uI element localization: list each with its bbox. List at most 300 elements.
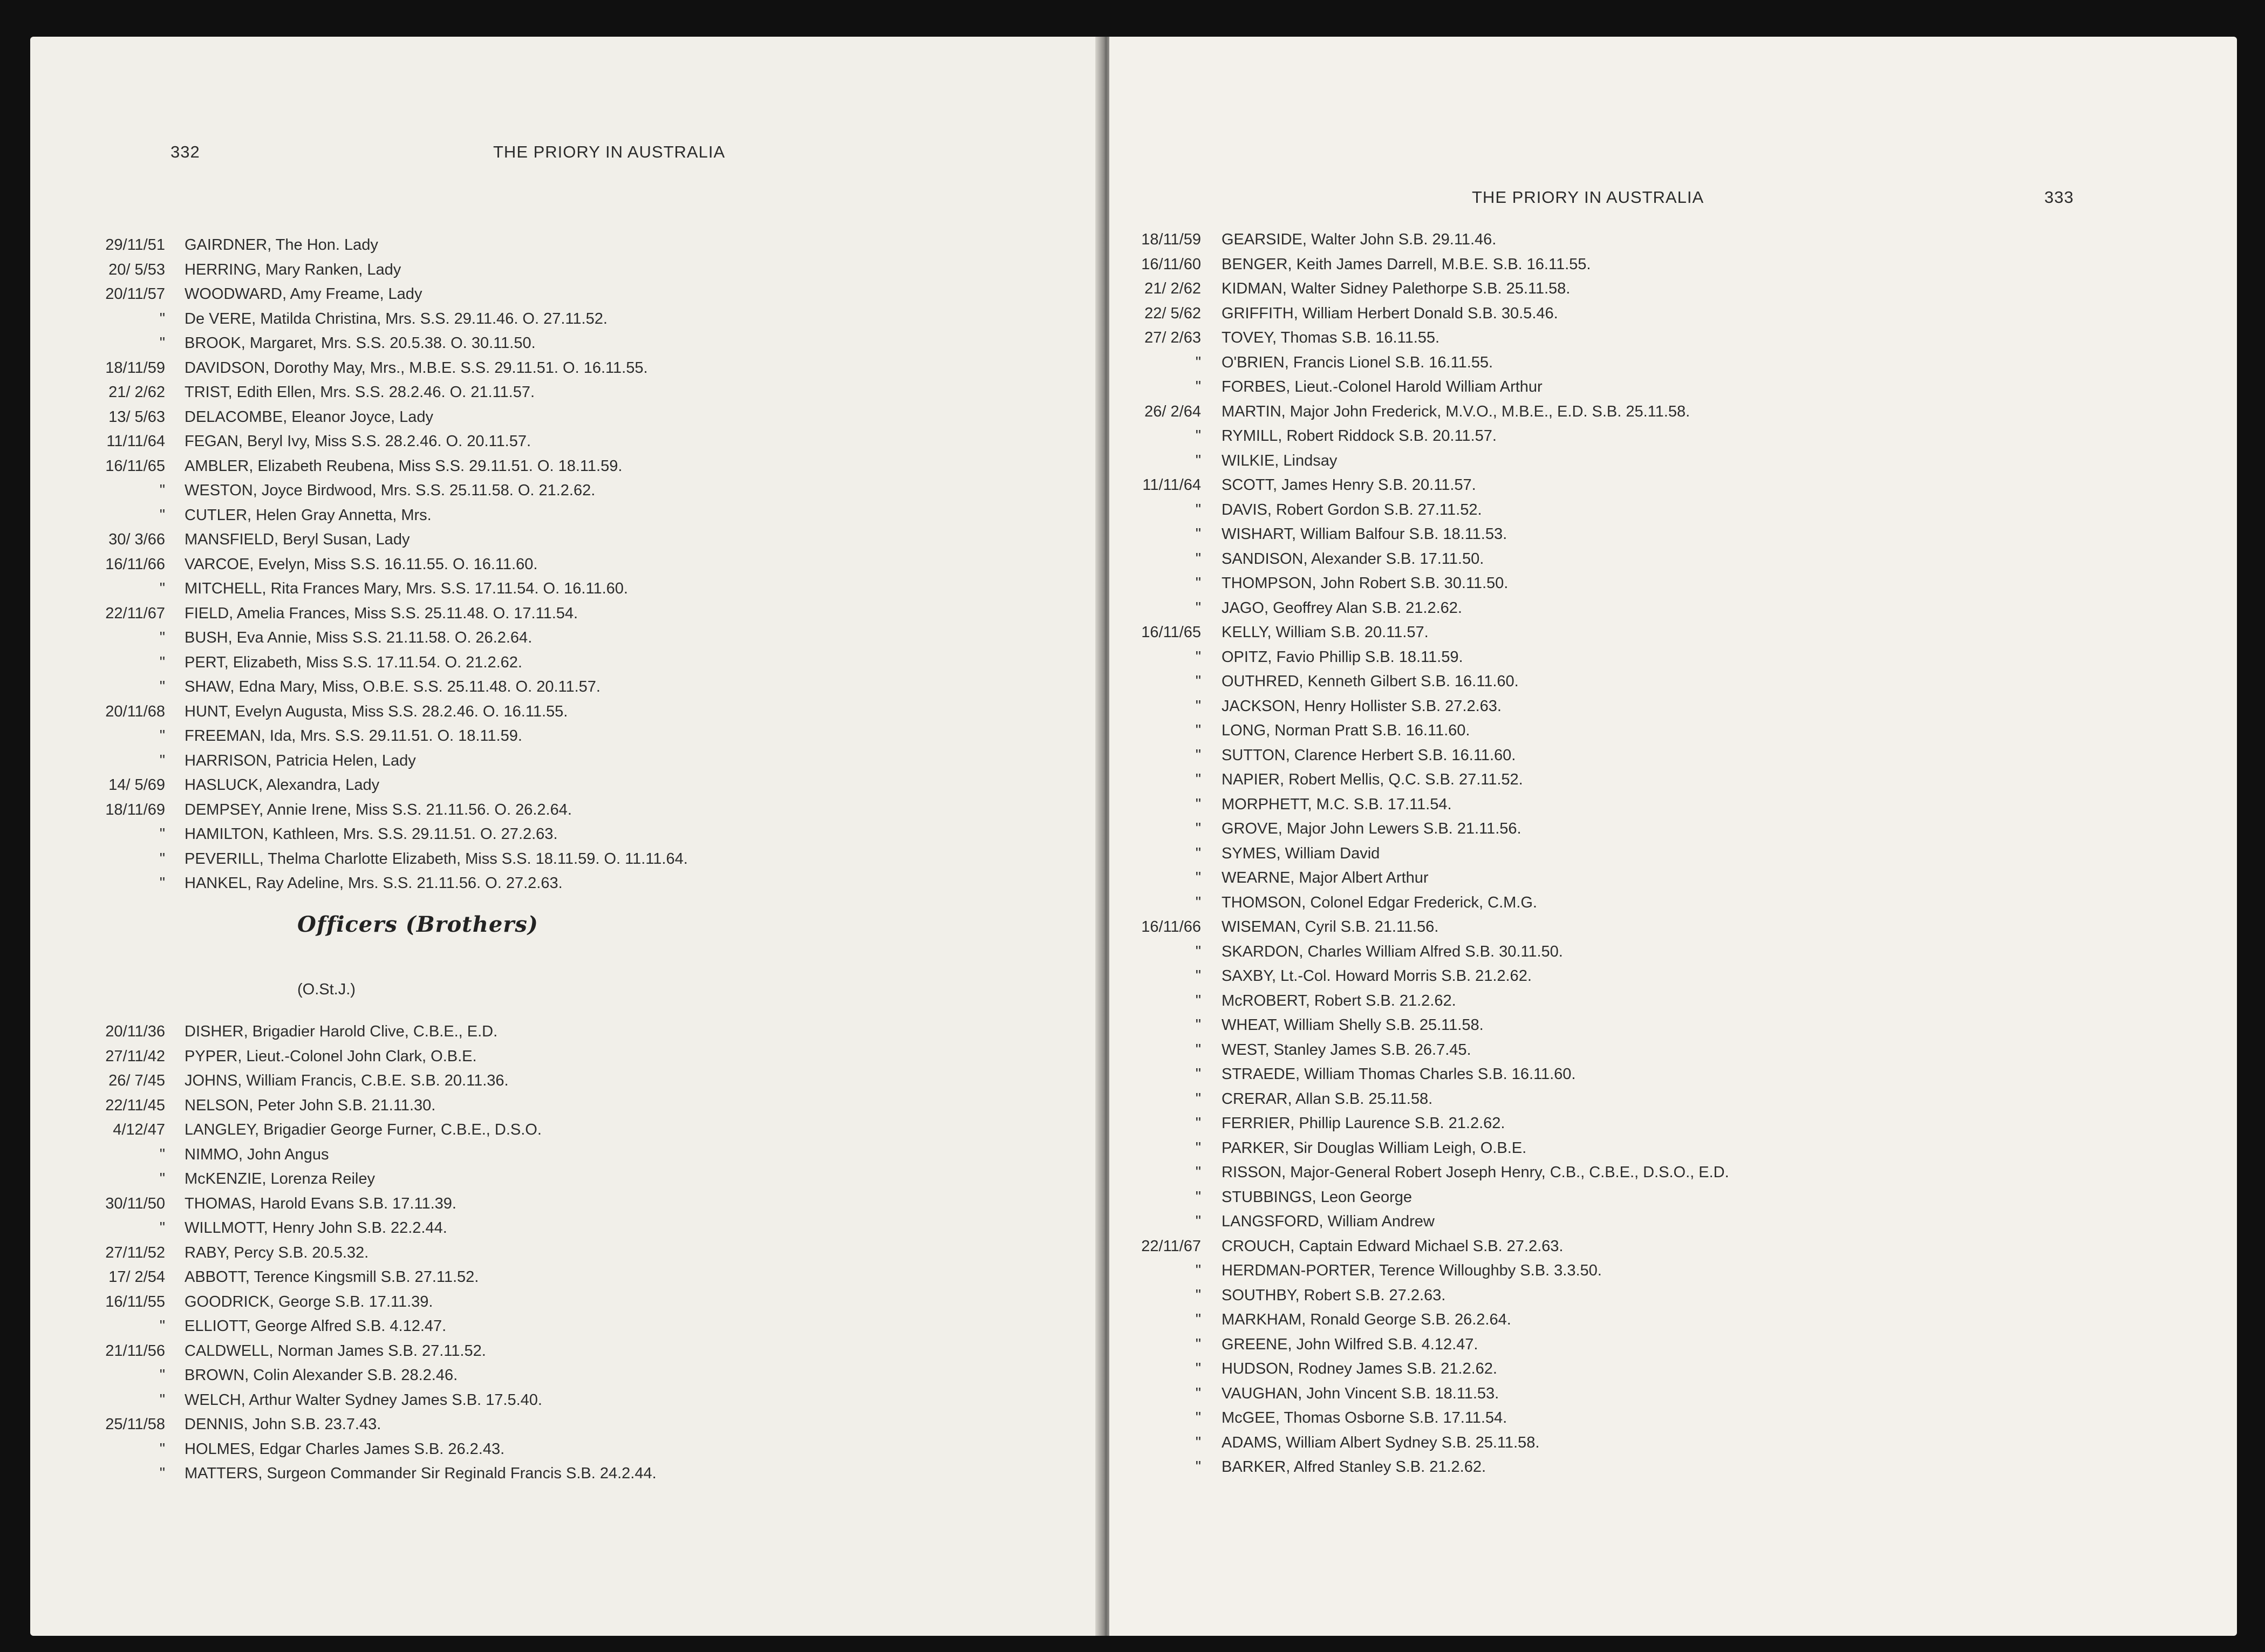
entry-name: FREEMAN, Ida, Mrs. S.S. 29.11.51. O. 18.11.59. xyxy=(185,727,522,745)
entry-date: " xyxy=(1195,771,1201,788)
entry-date: " xyxy=(1195,1115,1201,1132)
entry-name: DISHER, Brigadier Harold Clive, C.B.E., E.D. xyxy=(185,1023,498,1040)
entry-name: HERRING, Mary Ranken, Lady xyxy=(185,261,401,278)
list-item xyxy=(1120,228,1729,252)
entry-date: " xyxy=(1195,722,1201,739)
entry-name: GOODRICK, George S.B. 17.11.39. xyxy=(185,1293,433,1310)
list-item xyxy=(1120,891,1729,916)
entry-name: MANSFIELD, Beryl Susan, Lady xyxy=(185,531,410,548)
entry-date: " xyxy=(1195,943,1201,960)
entry-name: HASLUCK, Alexandra, Lady xyxy=(185,776,380,794)
entry-date: " xyxy=(159,629,165,646)
list-item xyxy=(1120,645,1729,670)
section-heading: Officers (Brothers) xyxy=(297,912,538,937)
list-item xyxy=(63,528,688,552)
entry-name: ABBOTT, Terence Kingsmill S.B. 27.11.52. xyxy=(185,1268,479,1286)
entry-name: LONG, Norman Pratt S.B. 16.11.60. xyxy=(1222,722,1470,739)
entry-name: WISHART, William Balfour S.B. 18.11.53. xyxy=(1222,525,1507,543)
list-item xyxy=(1120,1038,1729,1063)
list-item xyxy=(1120,498,1729,523)
entry-date: " xyxy=(159,825,165,843)
list-item xyxy=(63,749,688,774)
entry-date: " xyxy=(1195,1335,1201,1353)
entry-name: BENGER, Keith James Darrell, M.B.E. S.B. 16.11.55. xyxy=(1222,255,1591,273)
page-number: 332 xyxy=(170,142,200,161)
entry-name: WEST, Stanley James S.B. 26.7.45. xyxy=(1222,1041,1471,1059)
list-item xyxy=(63,577,688,602)
list-item xyxy=(63,822,688,847)
entry-date: " xyxy=(159,1391,165,1409)
list-item xyxy=(63,1045,657,1069)
list-item xyxy=(1120,1087,1729,1112)
entry-name: CRERAR, Allan S.B. 25.11.58. xyxy=(1222,1090,1433,1108)
entry-name: STUBBINGS, Leon George xyxy=(1222,1188,1412,1206)
list-item xyxy=(63,798,688,823)
entry-name: SYMES, William David xyxy=(1222,844,1380,862)
entry-name: SCOTT, James Henry S.B. 20.11.57. xyxy=(1222,476,1476,494)
entry-name: FIELD, Amelia Frances, Miss S.S. 25.11.48. O. 17.11.54. xyxy=(185,604,578,622)
list-item xyxy=(63,356,688,381)
entry-date: 16/11/65 xyxy=(105,457,165,475)
entry-name: WILKIE, Lindsay xyxy=(1222,452,1338,469)
list-item xyxy=(63,454,688,479)
entry-name: HARRISON, Patricia Helen, Lady xyxy=(185,752,416,769)
list-item xyxy=(63,307,688,332)
list-item xyxy=(1120,866,1729,891)
entry-date: " xyxy=(159,1367,165,1384)
entry-date: " xyxy=(1195,648,1201,666)
list-item xyxy=(63,651,688,675)
entry-name: TRIST, Edith Ellen, Mrs. S.S. 28.2.46. O. 21.11.57. xyxy=(185,384,535,401)
entry-date: " xyxy=(1195,697,1201,715)
entry-name: THOMPSON, John Robert S.B. 30.11.50. xyxy=(1222,575,1509,592)
entry-name: BROWN, Colin Alexander S.B. 28.2.46. xyxy=(185,1367,458,1384)
list-item xyxy=(63,1094,657,1118)
entry-name: SOUTHBY, Robert S.B. 27.2.63. xyxy=(1222,1286,1446,1304)
entry-date: 4/12/47 xyxy=(113,1121,165,1138)
list-item xyxy=(1120,1111,1729,1136)
entry-date: " xyxy=(159,310,165,327)
list-item xyxy=(63,429,688,454)
entry-name: PERT, Elizabeth, Miss S.S. 17.11.54. O. 21.2.62. xyxy=(185,653,522,671)
entry-name: SANDISON, Alexander S.B. 17.11.50. xyxy=(1222,550,1484,568)
list-item xyxy=(1120,1406,1729,1431)
entry-date: 27/11/52 xyxy=(105,1244,165,1261)
entry-date: " xyxy=(159,1465,165,1482)
entry-date: 29/11/51 xyxy=(105,236,165,254)
entry-name: LANGLEY, Brigadier George Furner, C.B.E., D.S.O. xyxy=(185,1121,542,1138)
entry-date: " xyxy=(159,850,165,868)
entry-date: " xyxy=(1195,746,1201,764)
list-item xyxy=(1120,571,1729,596)
entry-name: GROVE, Major John Lewers S.B. 21.11.56. xyxy=(1222,820,1522,837)
list-item xyxy=(1120,1333,1729,1357)
list-item xyxy=(1120,1062,1729,1087)
list-item xyxy=(63,1314,657,1339)
entry-name: TOVEY, Thomas S.B. 16.11.55. xyxy=(1222,329,1440,346)
entry-name: WILLMOTT, Henry John S.B. 22.2.44. xyxy=(185,1219,447,1237)
entry-name: WEARNE, Major Albert Arthur xyxy=(1222,869,1429,886)
entry-date: " xyxy=(1195,1409,1201,1426)
list-item xyxy=(1120,719,1729,743)
list-item xyxy=(1120,694,1729,719)
list-item xyxy=(1120,670,1729,694)
list-item xyxy=(1120,1431,1729,1456)
entry-date: 18/11/59 xyxy=(1141,231,1201,248)
entry-date: 22/11/67 xyxy=(1141,1237,1201,1255)
entry-name: RYMILL, Robert Riddock S.B. 20.11.57. xyxy=(1222,427,1497,445)
entry-name: DEMPSEY, Annie Irene, Miss S.S. 21.11.56. O. 26.2.64. xyxy=(185,801,572,818)
entry-date: " xyxy=(1195,1213,1201,1230)
entry-name: McGEE, Thomas Osborne S.B. 17.11.54. xyxy=(1222,1409,1507,1426)
entry-date: 11/11/64 xyxy=(106,433,165,450)
entry-name: VARCOE, Evelyn, Miss S.S. 16.11.55. O. 16.11.60. xyxy=(185,555,538,573)
entry-name: BARKER, Alfred Stanley S.B. 21.2.62. xyxy=(1222,1458,1486,1476)
list-item xyxy=(63,1388,657,1413)
entry-date: 26/ 7/45 xyxy=(108,1072,165,1089)
entry-date: " xyxy=(159,1317,165,1335)
list-ladies xyxy=(63,233,688,896)
list-item xyxy=(1120,1185,1729,1210)
entry-date: 17/ 2/54 xyxy=(108,1268,165,1286)
entry-date: 30/11/50 xyxy=(105,1194,165,1212)
list-item xyxy=(63,1167,657,1192)
list-item xyxy=(1120,400,1729,425)
list-item xyxy=(63,724,688,749)
entry-name: ADAMS, William Albert Sydney S.B. 25.11.58. xyxy=(1222,1433,1540,1451)
entry-date: " xyxy=(1195,844,1201,862)
entry-name: VAUGHAN, John Vincent S.B. 18.11.53. xyxy=(1222,1384,1499,1402)
entry-name: WHEAT, William Shelly S.B. 25.11.58. xyxy=(1222,1016,1484,1034)
entry-name: MARKHAM, Ronald George S.B. 26.2.64. xyxy=(1222,1311,1511,1328)
entry-date: " xyxy=(1195,525,1201,543)
entry-name: WISEMAN, Cyril S.B. 21.11.56. xyxy=(1222,918,1439,936)
entry-name: PEVERILL, Thelma Charlotte Elizabeth, Miss S.S. 18.11.59. O. 11.11.64. xyxy=(185,850,688,868)
list-item xyxy=(63,1412,657,1437)
entry-date: 20/11/36 xyxy=(105,1023,165,1040)
list-item xyxy=(63,479,688,503)
list-item xyxy=(1120,1013,1729,1038)
list-item xyxy=(1120,940,1729,965)
entry-date: " xyxy=(1195,673,1201,690)
entry-name: MATTERS, Surgeon Commander Sir Reginald Francis S.B. 24.2.44. xyxy=(185,1465,657,1482)
list-item xyxy=(1120,351,1729,376)
list-item xyxy=(63,552,688,577)
list-item xyxy=(1120,522,1729,547)
list-item xyxy=(63,1069,657,1094)
left-page xyxy=(30,37,1101,1636)
entry-date: " xyxy=(1195,1262,1201,1279)
entry-date: " xyxy=(1195,893,1201,911)
running-head: THE PRIORY IN AUSTRALIA xyxy=(493,142,726,161)
entry-name: NIMMO, John Angus xyxy=(185,1145,329,1163)
entry-date: " xyxy=(1195,1139,1201,1157)
list-officers xyxy=(63,1020,657,1486)
entry-date: 22/11/45 xyxy=(105,1096,165,1114)
running-head: THE PRIORY IN AUSTRALIA xyxy=(1472,188,1704,207)
section-subheading: (O.St.J.) xyxy=(297,981,356,998)
entry-date: 25/11/58 xyxy=(105,1416,165,1433)
list-item xyxy=(63,700,688,725)
entry-date: " xyxy=(1195,501,1201,518)
entry-date: 22/ 5/62 xyxy=(1144,304,1201,322)
entry-name: CROUCH, Captain Edward Michael S.B. 27.2.63. xyxy=(1222,1237,1564,1255)
entry-name: STRAEDE, William Thomas Charles S.B. 16.11.60. xyxy=(1222,1066,1576,1083)
entry-date: " xyxy=(1195,353,1201,371)
list-item xyxy=(63,1192,657,1217)
entry-name: DELACOMBE, Eleanor Joyce, Lady xyxy=(185,408,433,426)
entry-name: KIDMAN, Walter Sidney Palethorpe S.B. 25.11.58. xyxy=(1222,280,1571,297)
entry-date: " xyxy=(1195,1433,1201,1451)
entry-name: FEGAN, Beryl Ivy, Miss S.S. 28.2.46. O. 20.11.57. xyxy=(185,433,531,450)
entry-date: " xyxy=(159,1440,165,1458)
entry-name: WOODWARD, Amy Freame, Lady xyxy=(185,285,422,303)
list-item xyxy=(63,1437,657,1462)
entry-date: " xyxy=(159,752,165,769)
entry-date: " xyxy=(159,482,165,499)
entry-date: 20/ 5/53 xyxy=(108,261,165,278)
entry-name: HAMILTON, Kathleen, Mrs. S.S. 29.11.51. O. 27.2.63. xyxy=(185,825,558,843)
list-item xyxy=(63,1241,657,1266)
entry-name: LANGSFORD, William Andrew xyxy=(1222,1213,1435,1230)
list-item xyxy=(1120,743,1729,768)
entry-name: O'BRIEN, Francis Lionel S.B. 16.11.55. xyxy=(1222,353,1493,371)
entry-name: HUNT, Evelyn Augusta, Miss S.S. 28.2.46. O. 16.11.55. xyxy=(185,702,568,720)
entry-date: 21/ 2/62 xyxy=(1144,280,1201,297)
entry-name: OUTHRED, Kenneth Gilbert S.B. 16.11.60. xyxy=(1222,673,1519,690)
entry-date: 14/ 5/69 xyxy=(108,776,165,794)
entry-name: THOMAS, Harold Evans S.B. 17.11.39. xyxy=(185,1194,456,1212)
entry-date: " xyxy=(1195,1090,1201,1108)
entry-date: " xyxy=(1195,869,1201,886)
entry-date: " xyxy=(159,1219,165,1237)
entry-date: " xyxy=(1195,1458,1201,1476)
list-item xyxy=(1120,424,1729,449)
entry-date: " xyxy=(1195,795,1201,813)
entry-name: CUTLER, Helen Gray Annetta, Mrs. xyxy=(185,506,432,524)
entry-date: 16/11/65 xyxy=(1141,624,1201,641)
entry-name: HANKEL, Ray Adeline, Mrs. S.S. 21.11.56. O. 27.2.63. xyxy=(185,875,563,892)
entry-date: 20/11/68 xyxy=(105,702,165,720)
entry-name: GAIRDNER, The Hon. Lady xyxy=(185,236,378,254)
entry-name: AMBLER, Elizabeth Reubena, Miss S.S. 29.11.51. O. 18.11.59. xyxy=(185,457,623,475)
list-item xyxy=(1120,596,1729,621)
entry-date: 16/11/55 xyxy=(105,1293,165,1310)
entry-name: HOLMES, Edgar Charles James S.B. 26.2.43. xyxy=(185,1440,505,1458)
entry-name: DENNIS, John S.B. 23.7.43. xyxy=(185,1416,381,1433)
entry-date: " xyxy=(159,875,165,892)
list-officers-continued xyxy=(1120,228,1729,1480)
entry-date: " xyxy=(1195,452,1201,469)
entry-date: 21/ 2/62 xyxy=(108,384,165,401)
list-item xyxy=(1120,277,1729,302)
entry-date: 20/11/57 xyxy=(105,285,165,303)
entry-name: PYPER, Lieut.-Colonel John Clark, O.B.E. xyxy=(185,1047,477,1065)
entry-name: GRIFFITH, William Herbert Donald S.B. 30.5.46. xyxy=(1222,304,1558,322)
entry-name: MITCHELL, Rita Frances Mary, Mrs. S.S. 17.11.54. O. 16.11.60. xyxy=(185,580,628,597)
list-item xyxy=(63,1265,657,1290)
entry-date: " xyxy=(1195,1041,1201,1059)
entry-date: 21/11/56 xyxy=(105,1342,165,1360)
list-item xyxy=(63,233,688,258)
entry-date: " xyxy=(1195,599,1201,617)
list-item xyxy=(1120,1136,1729,1161)
entry-date: " xyxy=(1195,1286,1201,1304)
entry-date: 13/ 5/63 xyxy=(108,408,165,426)
list-item xyxy=(1120,375,1729,400)
entry-date: " xyxy=(159,1170,165,1187)
list-item xyxy=(63,626,688,651)
entry-name: HERDMAN-PORTER, Terence Willoughby S.B. 3.3.50. xyxy=(1222,1262,1602,1279)
list-item xyxy=(63,380,688,405)
entry-name: THOMSON, Colonel Edgar Frederick, C.M.G. xyxy=(1222,893,1537,911)
entry-date: 30/ 3/66 xyxy=(108,531,165,548)
list-item xyxy=(1120,1284,1729,1308)
entry-name: GREENE, John Wilfred S.B. 4.12.47. xyxy=(1222,1335,1478,1353)
entry-name: JACKSON, Henry Hollister S.B. 27.2.63. xyxy=(1222,697,1502,715)
list-item xyxy=(63,871,688,896)
entry-name: WESTON, Joyce Birdwood, Mrs. S.S. 25.11.58. O. 21.2.62. xyxy=(185,482,596,499)
list-item xyxy=(63,1339,657,1364)
entry-date: " xyxy=(1195,550,1201,568)
list-item xyxy=(1120,915,1729,940)
list-item xyxy=(1120,326,1729,351)
list-item xyxy=(63,1020,657,1045)
entry-name: MARTIN, Major John Frederick, M.V.O., M.B.E., E.D. S.B. 25.11.58. xyxy=(1222,402,1690,420)
entry-name: BUSH, Eva Annie, Miss S.S. 21.11.58. O. 26.2.64. xyxy=(185,629,533,646)
list-item xyxy=(63,773,688,798)
list-item xyxy=(63,847,688,872)
entry-date: 27/ 2/63 xyxy=(1144,329,1201,346)
entry-date: " xyxy=(159,506,165,524)
entry-name: CALDWELL, Norman James S.B. 27.11.52. xyxy=(185,1342,486,1360)
list-item xyxy=(63,282,688,307)
list-item xyxy=(63,1290,657,1315)
entry-name: DAVIS, Robert Gordon S.B. 27.11.52. xyxy=(1222,501,1482,518)
list-item xyxy=(1120,1382,1729,1407)
list-item xyxy=(1120,620,1729,645)
entry-date: " xyxy=(1195,967,1201,985)
entry-date: " xyxy=(159,580,165,597)
list-item xyxy=(63,1363,657,1388)
entry-name: SKARDON, Charles William Alfred S.B. 30.11.50. xyxy=(1222,943,1563,960)
list-item xyxy=(1120,1259,1729,1284)
list-item xyxy=(63,1462,657,1486)
entry-name: SAXBY, Lt.-Col. Howard Morris S.B. 21.2.62. xyxy=(1222,967,1532,985)
entry-name: SHAW, Edna Mary, Miss, O.B.E. S.S. 25.11.48. O. 20.11.57. xyxy=(185,678,601,695)
entry-date: " xyxy=(159,335,165,352)
entry-date: 18/11/69 xyxy=(105,801,165,818)
list-item xyxy=(1120,252,1729,277)
entry-date: " xyxy=(1195,820,1201,837)
list-item xyxy=(63,503,688,528)
entry-name: SUTTON, Clarence Herbert S.B. 16.11.60. xyxy=(1222,746,1516,764)
entry-name: De VERE, Matilda Christina, Mrs. S.S. 29.11.46. O. 27.11.52. xyxy=(185,310,608,327)
entry-date: " xyxy=(1195,1360,1201,1377)
entry-date: " xyxy=(1195,575,1201,592)
entry-name: McROBERT, Robert S.B. 21.2.62. xyxy=(1222,992,1456,1009)
entry-date: " xyxy=(1195,1066,1201,1083)
entry-name: BROOK, Margaret, Mrs. S.S. 20.5.38. O. 30.11.50. xyxy=(185,335,536,352)
entry-name: GEARSIDE, Walter John S.B. 29.11.46. xyxy=(1222,231,1497,248)
list-item xyxy=(1120,302,1729,326)
entry-name: McKENZIE, Lorenza Reiley xyxy=(185,1170,375,1187)
entry-name: RABY, Percy S.B. 20.5.32. xyxy=(185,1244,369,1261)
entry-name: FERRIER, Phillip Laurence S.B. 21.2.62. xyxy=(1222,1115,1505,1132)
list-item xyxy=(63,602,688,626)
list-item xyxy=(1120,842,1729,866)
entry-date: 16/11/60 xyxy=(1141,255,1201,273)
entry-name: FORBES, Lieut.-Colonel Harold William Arthur xyxy=(1222,378,1543,395)
entry-date: " xyxy=(1195,378,1201,395)
list-item xyxy=(1120,817,1729,842)
entry-name: PARKER, Sir Douglas William Leigh, O.B.E. xyxy=(1222,1139,1527,1157)
entry-date: " xyxy=(1195,1384,1201,1402)
entry-name: MORPHETT, M.C. S.B. 17.11.54. xyxy=(1222,795,1452,813)
entry-date: 22/11/67 xyxy=(105,604,165,622)
entry-date: " xyxy=(1195,427,1201,445)
list-item xyxy=(1120,1455,1729,1480)
list-item xyxy=(1120,989,1729,1014)
entry-name: JOHNS, William Francis, C.B.E. S.B. 20.11.36. xyxy=(185,1072,509,1089)
list-item xyxy=(63,675,688,700)
list-item xyxy=(63,1118,657,1143)
entry-date: 16/11/66 xyxy=(1141,918,1201,936)
entry-date: " xyxy=(159,653,165,671)
entry-name: ELLIOTT, George Alfred S.B. 4.12.47. xyxy=(185,1317,447,1335)
list-item xyxy=(1120,1308,1729,1333)
list-item xyxy=(1120,793,1729,817)
entry-name: NAPIER, Robert Mellis, Q.C. S.B. 27.11.52. xyxy=(1222,771,1523,788)
entry-date: " xyxy=(1195,1311,1201,1328)
entry-date: " xyxy=(159,678,165,695)
entry-date: 27/11/42 xyxy=(105,1047,165,1065)
entry-name: OPITZ, Favio Phillip S.B. 18.11.59. xyxy=(1222,648,1463,666)
entry-name: NELSON, Peter John S.B. 21.11.30. xyxy=(185,1096,436,1114)
list-item xyxy=(1120,1357,1729,1382)
list-item xyxy=(1120,1234,1729,1259)
list-item xyxy=(1120,473,1729,498)
entry-date: " xyxy=(1195,992,1201,1009)
entry-name: RISSON, Major-General Robert Joseph Henry, C.B., C.B.E., D.S.O., E.D. xyxy=(1222,1164,1729,1181)
entry-name: DAVIDSON, Dorothy May, Mrs., M.B.E. S.S. 29.11.51. O. 16.11.55. xyxy=(185,359,648,377)
list-item xyxy=(63,1216,657,1241)
list-item xyxy=(63,258,688,283)
entry-date: " xyxy=(159,727,165,745)
entry-date: " xyxy=(1195,1164,1201,1181)
list-item xyxy=(1120,547,1729,572)
entry-name: HUDSON, Rodney James S.B. 21.2.62. xyxy=(1222,1360,1497,1377)
page-number: 333 xyxy=(2044,188,2074,207)
list-item xyxy=(1120,449,1729,474)
list-item xyxy=(1120,964,1729,989)
entry-name: JAGO, Geoffrey Alan S.B. 21.2.62. xyxy=(1222,599,1462,617)
entry-date: " xyxy=(1195,1016,1201,1034)
list-item xyxy=(63,331,688,356)
entry-date: " xyxy=(1195,1188,1201,1206)
entry-date: 18/11/59 xyxy=(105,359,165,377)
entry-date: " xyxy=(159,1145,165,1163)
list-item xyxy=(63,1143,657,1168)
right-page xyxy=(1109,37,2237,1636)
list-item xyxy=(1120,1161,1729,1185)
entry-date: 26/ 2/64 xyxy=(1144,402,1201,420)
entry-name: KELLY, William S.B. 20.11.57. xyxy=(1222,624,1429,641)
entry-date: 16/11/66 xyxy=(105,555,165,573)
entry-date: 11/11/64 xyxy=(1142,476,1201,494)
list-item xyxy=(1120,1210,1729,1234)
list-item xyxy=(1120,768,1729,793)
